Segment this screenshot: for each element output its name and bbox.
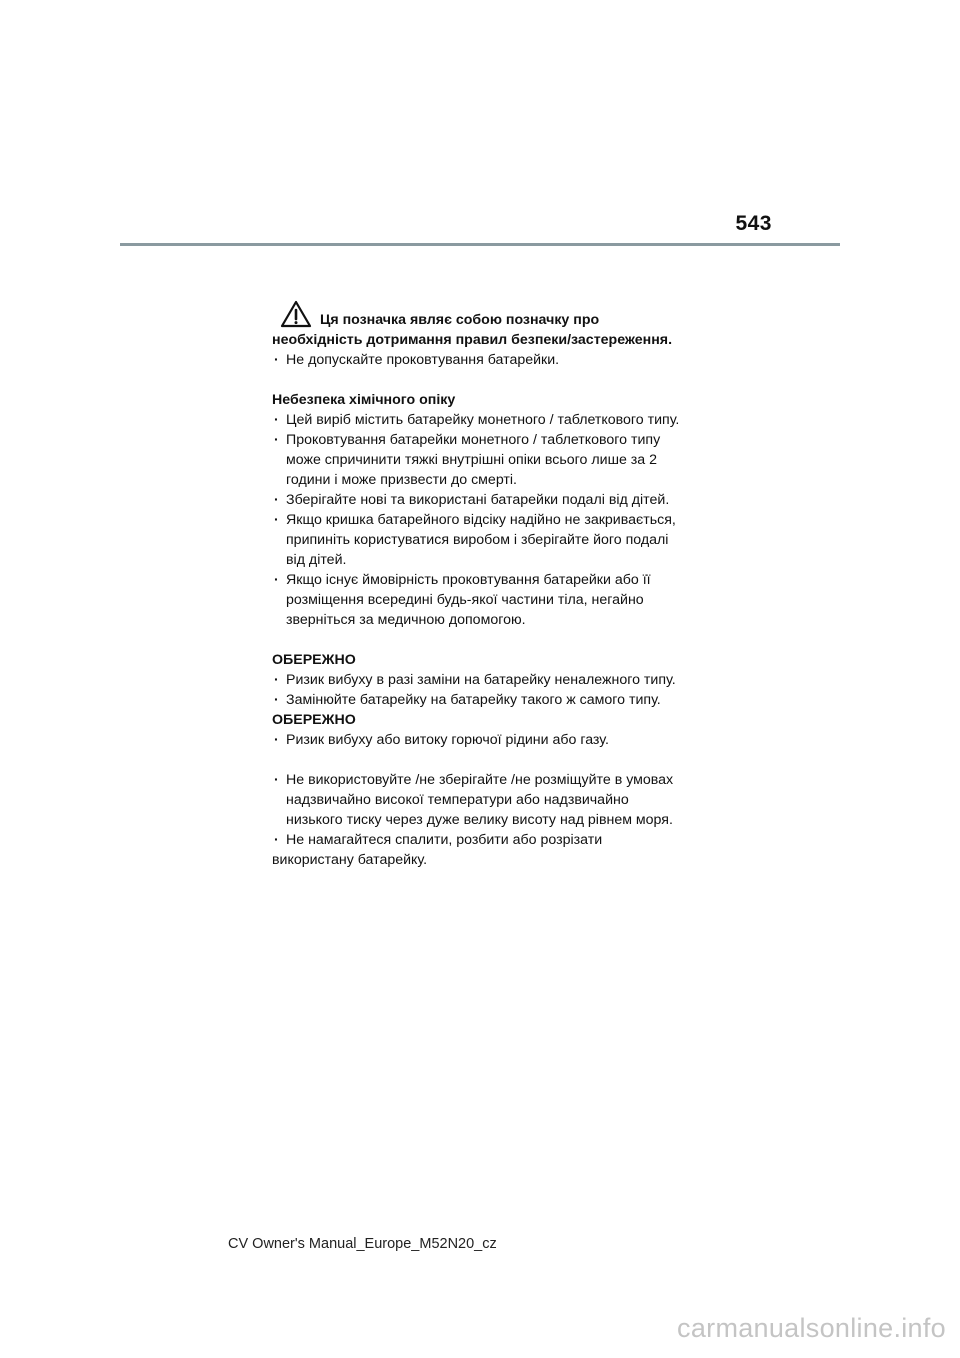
- chemical-bullet-5-cont: зверніться за медичною допомогою.: [286, 612, 526, 628]
- chemical-bullet-4-cont: від дітей.: [286, 552, 347, 568]
- warning-triangle-icon: [280, 300, 312, 328]
- caution-title-2: ОБЕРЕЖНО: [272, 712, 356, 728]
- chemical-bullet-2-cont: години і може призвести до смерті.: [286, 472, 517, 488]
- extra-bullet-1: · Не використовуйте /не зберігайте /не розміщуйте в умовах: [272, 770, 702, 790]
- chemical-bullet-5: · Якщо існує ймовірність проковтування батарейки або її: [272, 570, 702, 590]
- chemical-bullet-5-cont: розміщення всередині будь-якої частини тіла, негайно: [286, 592, 644, 608]
- chemical-title: Небезпека хімічного опіку: [272, 392, 456, 408]
- extra-bullet-1-cont: низького тиску через дуже велику висоту над рівнем моря.: [286, 812, 673, 828]
- chemical-bullet-4: · Якщо кришка батарейного відсіку надійно не закривається,: [272, 510, 702, 530]
- extra-bullet-2: · Не намагайтеся спалити, розбити або розрізати: [272, 830, 702, 850]
- chemical-bullet-1: · Цей виріб містить батарейку монетного / таблеткового типу.: [272, 410, 702, 430]
- caution-1-bullet-2: · Замінюйте батарейку на батарейку такого ж самого типу.: [272, 690, 702, 710]
- warning-heading: [272, 310, 702, 330]
- document-body: [272, 302, 702, 870]
- warning-bullet: · Не допускайте проковтування батарейки.: [272, 350, 702, 370]
- header-rule: [120, 243, 840, 246]
- footer-manual-id: CV Owner's Manual_Europe_M52N20_cz: [228, 1236, 497, 1252]
- caution-1-bullet-1: · Ризик вибуху в разі заміни на батарейку неналежного типу.: [272, 670, 702, 690]
- chemical-bullet-2: · Проковтування батарейки монетного / таблеткового типу: [272, 430, 702, 450]
- chemical-bullet-4-cont: припиніть користуватися виробом і зберігайте його подалі: [286, 532, 669, 548]
- warning-heading-line-2: необхідність дотримання правил безпеки/застереження.: [272, 332, 673, 348]
- watermark[interactable]: carmanualsonline.info: [677, 1313, 946, 1343]
- extra-bullet-1-cont: надзвичайно високої температури або надзвичайно: [286, 792, 629, 808]
- chemical-bullet-2-cont: може спричинити тяжкі внутрішні опіки всього лише за 2: [286, 452, 658, 468]
- caution-title-1: ОБЕРЕЖНО: [272, 652, 356, 668]
- page-number: 543: [735, 212, 772, 235]
- extra-bullet-2-cont: використану батарейку.: [272, 852, 428, 868]
- caution-2-bullet-1: · Ризик вибуху або витоку горючої рідини або газу.: [272, 730, 702, 750]
- warning-heading-line-1: Ця позначка являє собою позначку про: [320, 312, 600, 328]
- chemical-bullet-3: · Зберігайте нові та використані батарейки подалі від дітей.: [272, 490, 702, 510]
